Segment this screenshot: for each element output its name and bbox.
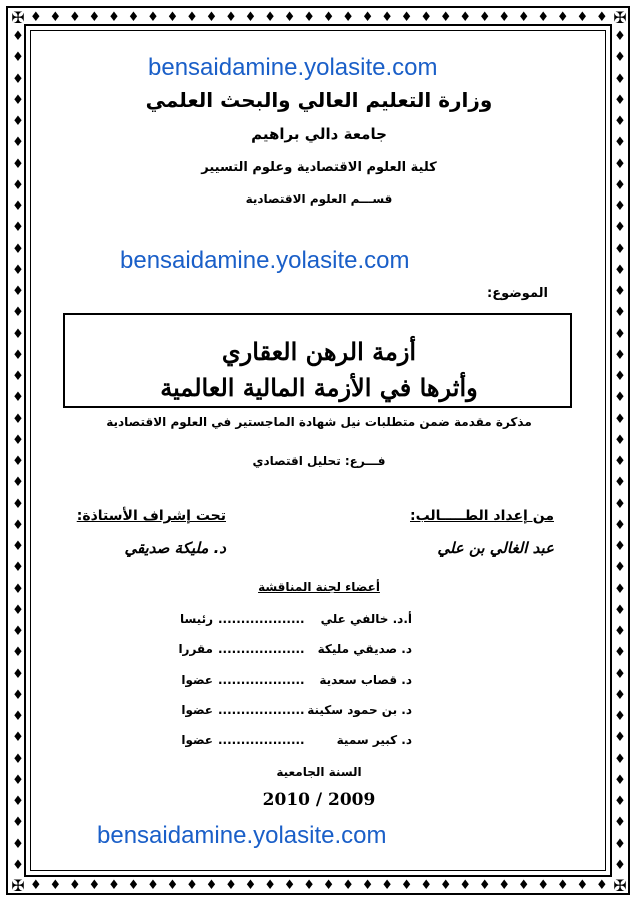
border-ornament-glyph: ♦ — [614, 114, 626, 129]
border-ornament-glyph: ♦ — [537, 878, 550, 893]
border-ornament-glyph: ♦ — [244, 10, 257, 25]
border-ornament-glyph: ♦ — [12, 305, 24, 321]
committee-member-name: د. قصاب سعدية — [319, 673, 412, 687]
border-ornament-glyph: ♦ — [283, 10, 296, 25]
border-ornament-glyph: ♦ — [49, 878, 62, 893]
department-name: قســـم العلوم الاقتصادية — [245, 192, 393, 206]
border-ornament-glyph: ♦ — [614, 305, 626, 321]
border-ornament-glyph: ♦ — [361, 10, 374, 25]
border-ornament-glyph: ♦ — [12, 496, 24, 512]
border-ornament-glyph: ♦ — [12, 432, 24, 448]
border-ornament-glyph: ♦ — [12, 772, 24, 788]
border-ornament-glyph: ♦ — [30, 10, 42, 25]
border-ornament-glyph: ♦ — [69, 878, 81, 893]
border-ornament-glyph: ♦ — [614, 92, 626, 108]
border-ornament-glyph: ♦ — [12, 92, 24, 108]
border-ornament-glyph: ♦ — [614, 71, 626, 87]
academic-year-value: 2010 / 2009 — [262, 790, 376, 810]
committee-member-role: مقررا — [178, 642, 213, 656]
committee-dots: ................... — [218, 642, 305, 656]
corner-ornament-bottom-left: ✠ — [11, 876, 25, 895]
border-ornament-glyph: ♦ — [69, 10, 81, 25]
supervisor-name: د. مليكة صديقي — [124, 539, 226, 557]
border-ornament-glyph: ♦ — [186, 10, 198, 25]
border-ornament-glyph: ♦ — [12, 390, 24, 406]
border-ornament-bottom — [30, 876, 608, 896]
watermark-url-middle: bensaidamine.yolasite.com — [120, 247, 410, 274]
committee-dots: ................... — [218, 703, 305, 717]
border-ornament-glyph: ♦ — [381, 10, 393, 25]
border-ornament-glyph: ♦ — [205, 878, 218, 893]
border-ornament-glyph: ♦ — [12, 326, 24, 342]
committee-member-name: د. صديقي مليكة — [317, 642, 412, 656]
border-ornament-glyph: ♦ — [186, 878, 198, 893]
committee-member-role: عضوا — [181, 673, 213, 687]
border-ornament-glyph: ♦ — [614, 411, 626, 427]
border-ornament-glyph: ♦ — [283, 878, 296, 893]
border-ornament-glyph: ♦ — [498, 10, 511, 25]
border-ornament-glyph: ♦ — [12, 199, 24, 214]
border-ornament-glyph: ♦ — [12, 156, 24, 172]
border-ornament-right — [610, 30, 630, 873]
border-ornament-glyph: ♦ — [12, 411, 24, 427]
border-ornament-glyph: ♦ — [12, 262, 24, 278]
committee-member-role: عضوا — [181, 703, 213, 717]
border-ornament-glyph: ♦ — [614, 432, 626, 448]
corner-ornament-top-left: ✠ — [11, 8, 25, 27]
border-ornament-glyph: ♦ — [614, 730, 626, 746]
border-ornament-glyph: ♦ — [537, 10, 550, 25]
ministry-name: وزارة التعليم العالي والبحث العلمي — [145, 88, 493, 112]
border-ornament-glyph: ♦ — [12, 730, 24, 746]
border-ornament-glyph: ♦ — [614, 794, 626, 809]
border-ornament-glyph: ♦ — [12, 177, 24, 193]
border-ornament-glyph: ♦ — [12, 857, 24, 873]
border-ornament-glyph: ♦ — [517, 10, 530, 25]
border-ornament-glyph: ♦ — [614, 454, 626, 469]
border-ornament-glyph: ♦ — [108, 10, 120, 25]
border-ornament-glyph: ♦ — [12, 815, 24, 831]
border-ornament-glyph: ♦ — [614, 220, 626, 236]
border-ornament-glyph: ♦ — [614, 687, 626, 703]
border-ornament-glyph: ♦ — [127, 10, 140, 25]
border-ornament-glyph: ♦ — [478, 10, 491, 25]
border-ornament-glyph: ♦ — [205, 10, 218, 25]
border-ornament-glyph: ♦ — [12, 709, 24, 724]
border-ornament-glyph: ♦ — [576, 10, 589, 25]
thesis-description: مذكرة مقدمة ضمن متطلبات نيل شهادة الماجستير في العلوم الاقتصادية — [106, 415, 532, 429]
border-ornament-glyph: ♦ — [478, 878, 491, 893]
prepared-by-label: من إعداد الطـــــالب: — [410, 508, 554, 524]
border-ornament-glyph: ♦ — [614, 496, 626, 512]
border-ornament-glyph: ♦ — [12, 794, 24, 809]
border-ornament-glyph: ♦ — [614, 475, 626, 491]
border-ornament-glyph: ♦ — [459, 878, 471, 893]
committee-heading: أعضاء لجنة المناقشة — [258, 580, 380, 594]
border-ornament-glyph: ♦ — [614, 50, 626, 66]
border-ornament-glyph: ♦ — [614, 284, 626, 299]
border-ornament-glyph: ♦ — [127, 878, 140, 893]
border-ornament-glyph: ♦ — [614, 347, 626, 363]
border-ornament-glyph: ♦ — [12, 114, 24, 129]
committee-member-name: د. كبير سمية — [336, 733, 412, 747]
border-ornament-glyph: ♦ — [614, 666, 626, 682]
border-ornament-glyph: ♦ — [12, 624, 24, 639]
committee-dots: ................... — [218, 673, 305, 687]
subject-label: الموضوع: — [487, 286, 548, 301]
watermark-url-top: bensaidamine.yolasite.com — [148, 54, 438, 81]
border-ornament-glyph: ♦ — [614, 539, 626, 554]
border-ornament-glyph: ♦ — [614, 857, 626, 873]
border-ornament-glyph: ♦ — [12, 539, 24, 554]
border-ornament-glyph: ♦ — [12, 30, 24, 44]
border-ornament-glyph: ♦ — [225, 10, 237, 25]
border-ornament-glyph: ♦ — [614, 815, 626, 831]
border-ornament-glyph: ♦ — [381, 878, 393, 893]
committee-dots: ................... — [218, 612, 305, 626]
border-ornament-glyph: ♦ — [12, 645, 24, 661]
border-ornament-glyph: ♦ — [439, 878, 452, 893]
watermark-url-bottom: bensaidamine.yolasite.com — [97, 822, 387, 849]
border-ornament-glyph: ♦ — [12, 50, 24, 66]
corner-ornament-top-right: ✠ — [613, 8, 627, 27]
border-ornament-glyph: ♦ — [614, 645, 626, 661]
border-ornament-glyph: ♦ — [264, 878, 276, 893]
border-ornament-glyph: ♦ — [614, 836, 626, 852]
border-ornament-glyph: ♦ — [556, 878, 569, 893]
thesis-branch: فـــرع: تحليل اقتصادي — [252, 454, 386, 468]
border-ornament-glyph: ♦ — [342, 10, 354, 25]
border-ornament-glyph: ♦ — [576, 878, 589, 893]
border-ornament-glyph: ♦ — [12, 454, 24, 469]
border-ornament-glyph: ♦ — [12, 751, 24, 767]
border-ornament-glyph: ♦ — [322, 10, 335, 25]
border-ornament-glyph: ♦ — [49, 10, 62, 25]
border-ornament-glyph: ♦ — [614, 624, 626, 639]
border-ornament-glyph: ♦ — [614, 390, 626, 406]
border-ornament-glyph: ♦ — [614, 369, 626, 384]
supervised-by-label: تحت إشراف الأستاذة: — [76, 508, 226, 524]
border-ornament-glyph: ♦ — [614, 772, 626, 788]
border-ornament-glyph: ♦ — [12, 135, 24, 151]
border-ornament-glyph: ♦ — [556, 10, 569, 25]
committee-dots: ................... — [218, 733, 305, 747]
border-ornament-glyph: ♦ — [12, 475, 24, 491]
border-ornament-glyph: ♦ — [322, 878, 335, 893]
border-ornament-glyph: ♦ — [342, 878, 354, 893]
border-ornament-glyph: ♦ — [400, 878, 413, 893]
border-ornament-glyph: ♦ — [420, 10, 432, 25]
border-ornament-glyph: ♦ — [303, 878, 315, 893]
border-ornament-glyph: ♦ — [614, 326, 626, 342]
border-ornament-glyph: ♦ — [614, 156, 626, 172]
border-ornament-glyph: ♦ — [12, 581, 24, 597]
border-ornament-glyph: ♦ — [12, 369, 24, 384]
border-ornament-glyph: ♦ — [166, 10, 179, 25]
border-ornament-glyph: ♦ — [244, 878, 257, 893]
border-ornament-glyph: ♦ — [498, 878, 511, 893]
border-ornament-glyph: ♦ — [595, 878, 608, 893]
border-ornament-glyph: ♦ — [166, 878, 179, 893]
border-ornament-glyph: ♦ — [614, 517, 626, 533]
border-ornament-glyph: ♦ — [303, 10, 315, 25]
thesis-title-line1: أزمة الرهن العقاري — [221, 337, 417, 366]
faculty-name: كلية العلوم الاقتصادية وعلوم التسيير — [201, 160, 437, 175]
border-ornament-glyph: ♦ — [12, 347, 24, 363]
border-ornament-top — [30, 8, 608, 28]
border-ornament-glyph: ♦ — [264, 10, 276, 25]
corner-ornament-bottom-right: ✠ — [613, 876, 627, 895]
border-ornament-glyph: ♦ — [88, 878, 101, 893]
committee-member-role: رئيسا — [179, 612, 213, 626]
border-ornament-glyph: ♦ — [614, 199, 626, 214]
border-ornament-glyph: ♦ — [614, 751, 626, 767]
page-border-inner-line — [30, 30, 606, 871]
border-ornament-glyph: ♦ — [400, 10, 413, 25]
border-ornament-glyph: ♦ — [614, 709, 626, 724]
border-ornament-glyph: ♦ — [614, 135, 626, 151]
border-ornament-glyph: ♦ — [595, 10, 608, 25]
border-ornament-glyph: ♦ — [12, 836, 24, 852]
academic-year-label: السنة الجامعية — [276, 765, 362, 779]
committee-member-name: د. بن حمود سكينة — [307, 703, 412, 717]
border-ornament-glyph: ♦ — [614, 560, 626, 576]
university-name: جامعة دالي براهيم — [251, 125, 387, 143]
border-ornament-glyph: ♦ — [88, 10, 101, 25]
border-ornament-glyph: ♦ — [12, 517, 24, 533]
border-ornament-glyph: ♦ — [12, 71, 24, 87]
border-ornament-glyph: ♦ — [614, 602, 626, 618]
border-ornament-glyph: ♦ — [614, 262, 626, 278]
border-ornament-glyph: ♦ — [108, 878, 120, 893]
border-ornament-glyph: ♦ — [517, 878, 530, 893]
border-ornament-glyph: ♦ — [12, 284, 24, 299]
border-ornament-glyph: ♦ — [614, 241, 626, 257]
border-ornament-glyph: ♦ — [614, 177, 626, 193]
border-ornament-glyph: ♦ — [12, 560, 24, 576]
border-ornament-glyph: ♦ — [12, 220, 24, 236]
border-ornament-glyph: ♦ — [147, 878, 159, 893]
border-ornament-glyph: ♦ — [12, 241, 24, 257]
thesis-title-line2: وأثرها في الأزمة المالية العالمية — [160, 373, 478, 402]
border-ornament-glyph: ♦ — [420, 878, 432, 893]
border-ornament-glyph: ♦ — [12, 666, 24, 682]
border-ornament-glyph: ♦ — [614, 30, 626, 44]
committee-member-role: عضوا — [181, 733, 213, 747]
committee-member-name: أ.د. خالفي علي — [320, 612, 412, 626]
border-ornament-glyph: ♦ — [614, 581, 626, 597]
border-ornament-glyph: ♦ — [459, 10, 471, 25]
student-name: عبد الغالي بن علي — [437, 539, 554, 557]
border-ornament-glyph: ♦ — [12, 687, 24, 703]
border-ornament-glyph: ♦ — [439, 10, 452, 25]
border-ornament-glyph: ♦ — [361, 878, 374, 893]
border-ornament-glyph: ♦ — [147, 10, 159, 25]
border-ornament-left — [8, 30, 28, 873]
border-ornament-glyph: ♦ — [225, 878, 237, 893]
border-ornament-glyph: ♦ — [12, 602, 24, 618]
border-ornament-glyph: ♦ — [30, 878, 42, 893]
